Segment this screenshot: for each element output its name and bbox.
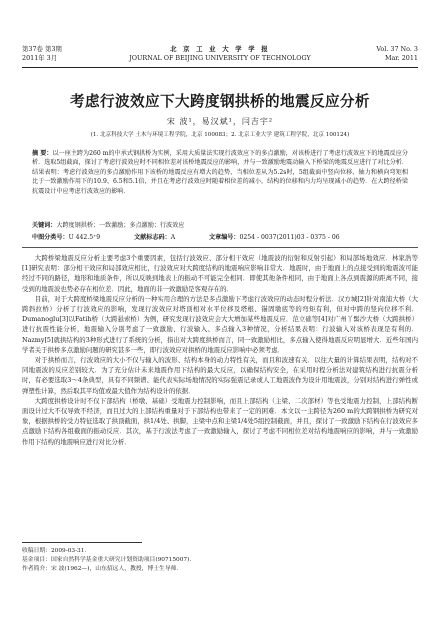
- header-center: [22, 45, 418, 63]
- clc-number: [32, 233, 116, 242]
- affiliations: (1. 北京科技大学 土木与环境工程学院，北京 100083；2. 北京工业大学 建筑工程学院，北京 100124): [90, 132, 350, 138]
- abstract-label: 摘 要：: [32, 150, 53, 157]
- footnote-rule: [22, 542, 142, 543]
- footnote-funding: 基金项目：国家自然科学基金重大研究计划资助项目(90715007)．: [22, 557, 196, 563]
- clc-value: U 442.5⁺9: [68, 234, 101, 241]
- body-paragraph: 大跨度拱桥设计时不仅下部结构（桥墩、基础）受地震力控制影响，而且上部结构（主梁、二次部材）等也受地震力控制，上部结构断面设计过大不仅导致不经济，而且过大的上部结构重量对于下部结构也带来了一定的困难．本文以一主跨径为260 m的大跨钢拱桥为研究对象，根据拱桥的受力特征选取了拱顶截面，拱1/4处、拱脚，主梁中点和主梁1/4处5组控制截面，并且，探讨了一致激励下结构在行波效应多点激励下结构各组截面的振动反应．其次，基于行波法考虑了一致激励输入，探讨了考虑不同相位差对结构地震响应的影响，并与一致激励作用下结构的地震响应进行对比分析．: [22, 396, 418, 446]
- article-id: [209, 233, 356, 242]
- article-id-value: 0254 - 0037(2011)03 - 0375 - 06: [239, 234, 340, 241]
- volume-issue: 第37卷 第3期: [22, 45, 62, 53]
- abstract-text: 以一座主跨为260 m的中承式钢拱桥为实例，采用大质量法实现行波效应下的多点激励，对该桥进行了考虑行波效应下的地震反应分析．选取5组截面，探讨了考虑行波效应时不同相位差对该桥地震反应的影响，并与一致激励地震动输入下桥梁的地震反应进行了对比分析．结果表明：考虑行波效应的多点激励作用下该桥的地震反应有增大的趋势，当相位差从为5.2s时，5组截面中竖向位移、轴力和横向弯矩相比于一致激励作用下的10.9、6.5和5.1倍，并且在考虑行波效应时随着相位差的减小，结构的位移和内力均呈现减小的趋势．在大跨径桥梁抗震设计中应考虑行波效应的影响．: [32, 150, 408, 195]
- keywords: [32, 221, 408, 230]
- date-en: Mar. 2011: [384, 54, 418, 62]
- abstract-rule: [22, 247, 418, 248]
- document-code: [134, 233, 191, 242]
- paper-title: 考虑行波效应下大跨度钢拱桥的地震反应分析: [70, 93, 370, 110]
- footnote-author-bio: 作者简介：宋 波(1962—)，山东招远人，教授，博士生导师．: [22, 566, 183, 572]
- header-rule: [22, 67, 418, 68]
- journal-name-cn: 北 京 工 业 大 学 学 报: [170, 45, 270, 53]
- header-right: [376, 45, 418, 63]
- body-paragraph: 大跨桥梁地震反应分析主要考虑3个重要因素，包括行波效应、部分相干效应（地震波的衍射和反射引起）和局部场地效应．林家浩等[1]研究表明：部分相干效应和局部效应相比，行波效应对大跨度结构的地震响应影响非常大．地震时，由于地面上的点接受到的地震波可能经过不同的路径，地形和地质条件，所以反映到地表上的振动不可能完全相同．即使其他条件相同，由于地面上各点到震源的距离不同，接受到的地震波也势必存在相位差．因此，地面的非一致激励是客观存在的．: [22, 254, 418, 293]
- author-list: 宋 波¹，易汉斌¹，闫吉宇²: [166, 117, 274, 126]
- body-paragraph: 对于拱桥而言，行波效应的大小不仅与输入的波形、结构本身的动力特性有关，而且和波速有关．以往大量的计算结果表明，结构对不同地震波的反应差别较大．为了充分估计未来地震作用下结构的最大反应，以确保结构安全，在采用时程分析法对建筑结构进行抗震分析时，有必要选取3～4条典型，具有不同频谱、能代表实际场地情况的实际强震记录或人工地震波作为设计用地震波，分别对结构进行弹性或弹塑性计算，然后取其平均值或最大值作为结构设计的依据．: [22, 356, 418, 395]
- body-text: [22, 253, 418, 447]
- article-id-label: 文章编号：: [209, 234, 240, 241]
- footnotes: [22, 547, 418, 574]
- journal-name-en: JOURNAL OF BEIJING UNIVERSITY OF TECHNOLOGY: [129, 54, 311, 62]
- footnote-received: 收稿日期：2009-03-31．: [22, 548, 91, 554]
- clc-label: 中图分类号：: [32, 234, 69, 241]
- date-cn: 2011年 3月: [22, 54, 58, 62]
- classification-line: [32, 233, 408, 242]
- volume-en: Vol. 37 No. 3: [376, 45, 418, 53]
- abstract: [32, 149, 408, 196]
- doc-code-value: A: [170, 234, 176, 241]
- keywords-text: 大跨度钢拱桥；一致激励；多点激励；行波效应: [56, 222, 185, 229]
- body-paragraph: 目前，对于大跨度桥梁地震反应分析的一种实用合理的方法是多点激励下考虑行波效应的动态时程分析法．汉方城[2]针对南浦大桥（大跨斜拉桥）分析了行波效应的影响，发现行波效应对塔顶相对水平位移及塔根、锚固墩底等的弯矩有利，但对中跨的竖向位移不利．Dumanoglu[3]以Fatih桥（大跨悬索桥）为例，研究发现行波效应会大大增加某些地震反应．范立础等[4]对广州丫髻沙大桥（大跨拱桥）进行抗震性能分析，地震输入分别考虑了一致激励、行波输入、多点输入3种情况，分析结果表明：行波输入对该桥表现是有利的．Nazmy[5]就拱结构的3种形式进行了系统的分析，指出对大跨度拱桥而言，同一致激励相比，多点输入使得地震反应明显增大．近些年国内学者关于拱桥多点激励问题的研究甚多一些，即行波效应对拱桥的地震反应影响中必须考虑．: [22, 294, 418, 354]
- keywords-label: 关键词：: [32, 222, 57, 229]
- doc-code-label: 文献标志码：: [134, 234, 171, 241]
